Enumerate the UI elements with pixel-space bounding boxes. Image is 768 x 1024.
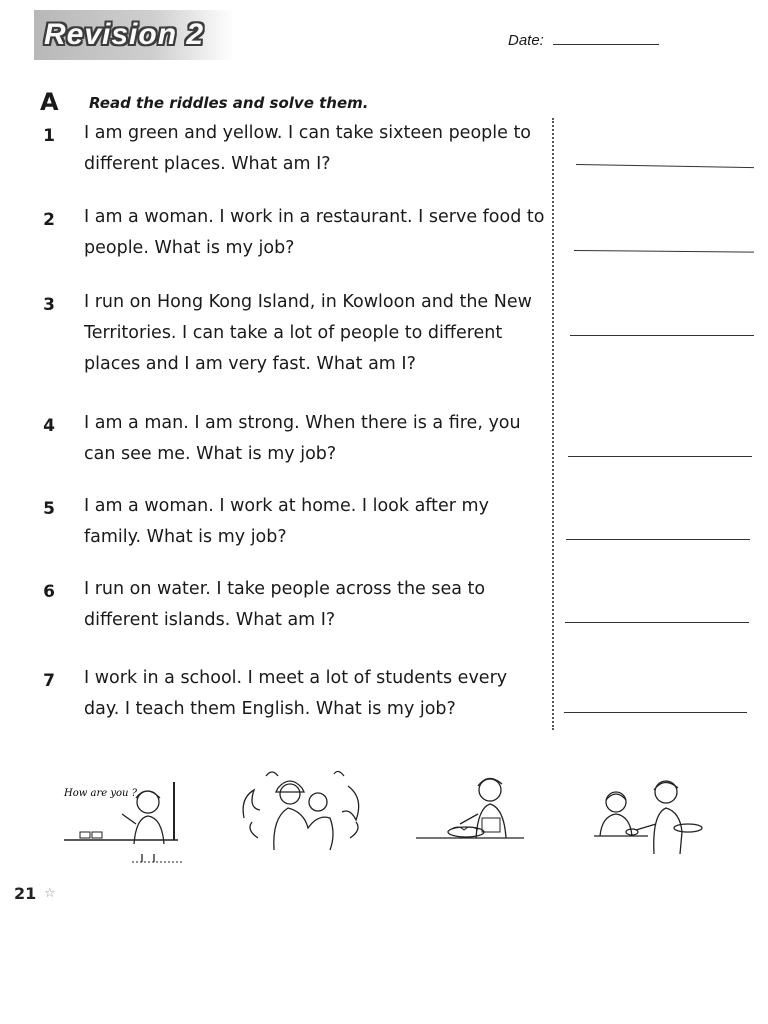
riddle-number: 1 [43, 126, 55, 146]
teacher-illustration [62, 774, 184, 864]
riddle-text: I work in a school. I meet a lot of students every day. I teach them English. What is my job? [84, 668, 508, 719]
section-instruction: Read the riddles and solve them. [89, 94, 369, 112]
answer-line[interactable] [576, 164, 754, 168]
answer-line[interactable] [570, 335, 754, 336]
housewife-illustration [414, 770, 526, 850]
dotted-divider [552, 118, 554, 730]
riddle-text: I am a man. I am strong. When there is a fire, you can see me. What is my job? [84, 413, 521, 464]
riddle-number: 6 [43, 582, 55, 602]
section-letter: A [40, 88, 59, 116]
fireman-illustration [238, 768, 370, 854]
riddle-text: I am a woman. I work at home. I look after my family. What is my job? [84, 496, 489, 547]
page-title: Revision 2 [34, 10, 234, 60]
waitress-illustration [592, 772, 708, 858]
riddle-text: I run on water. I take people across the sea to different islands. What am I? [84, 579, 486, 630]
answer-line[interactable] [565, 622, 749, 623]
illustration-row [0, 760, 768, 870]
riddle-number: 4 [43, 416, 55, 436]
answer-line[interactable] [568, 456, 752, 457]
date-label: Date: [508, 32, 544, 49]
riddle-text: I run on Hong Kong Island, in Kowloon and the New Territories. I can take a lot of people to different places and I am very fast. What am I? [84, 292, 532, 374]
page-number: 21 [14, 884, 37, 903]
answer-line[interactable] [566, 539, 750, 540]
answer-line[interactable] [564, 712, 747, 713]
star-icon: ☆ [44, 886, 56, 901]
answer-line[interactable] [574, 250, 754, 253]
riddle-text: I am green and yellow. I can take sixteen people to different places. What am I? [84, 123, 532, 174]
riddle-number: 3 [43, 295, 55, 315]
riddle-number: 5 [43, 499, 55, 519]
speech-bubble-text: How are you ? [64, 788, 137, 799]
riddle-text: I am a woman. I work in a restaurant. I serve food to people. What is my job? [84, 207, 545, 258]
riddle-number: 7 [43, 671, 55, 691]
date-answer-line[interactable] [553, 44, 659, 45]
riddle-number: 2 [43, 210, 55, 230]
